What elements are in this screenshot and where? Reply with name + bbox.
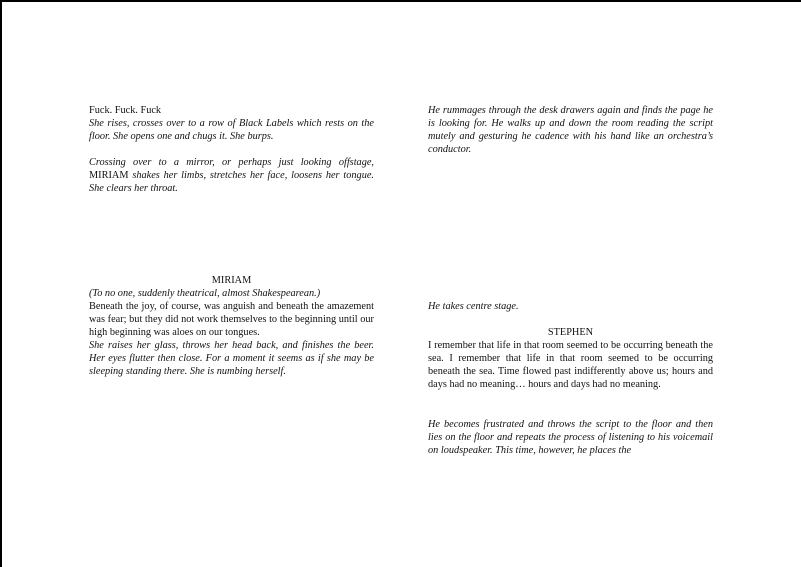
right-block-3 [428,418,713,457]
right-block-2 [428,300,713,391]
stage-direction: He rummages through the desk drawers again and finds the page he is looking for. He walks up and down the room reading the script mutely and gesturing he cadence with his hand like an orchestra’s conductor. [428,105,713,155]
left-block-3 [89,274,374,378]
stage-direction: She rises, crosses over to a row of Black Labels which rests on the floor. She opens one and chugs it. She burps. [89,118,374,142]
stage-direction: She raises her glass, throws her head back, and finishes the beer. Her eyes flutter then close. For a moment it seems as if she may be sleeping standing there. She is numbing herself. [89,340,374,377]
stage-direction: Crossing over to a mirror, or perhaps just looking offstage, [89,157,374,168]
stage-direction: shakes her limbs, stretches her face, loosens her tongue. She clears her throat. [89,170,374,194]
speaker-name: STEPHEN [547,327,594,338]
character-name: MIRIAM [89,170,129,181]
stage-direction: He takes centre stage. [428,301,519,312]
dialogue-line: Fuck. Fuck. Fuck [89,105,162,116]
left-block-2 [89,156,374,195]
right-block-1 [428,104,713,156]
stage-direction: He becomes frustrated and throws the script to the floor and then lies on the floor and repeats the process of listening to his voicemail on loudspeaker. This time, however, he places the [428,419,713,456]
dialogue-text: Beneath the joy, of course, was anguish and beneath the amazement was fear; but they did not work themselves to the beginning until our high beginning was aloes on our tongues. [89,301,374,338]
parenthetical: (To no one, suddenly theatrical, almost Shakespearean.) [89,288,321,299]
speaker-name: MIRIAM [211,275,252,286]
dialogue-text: I remember that life in that room seemed to be occurring beneath the sea. I remember that life in that room seemed to be occurring beneath the sea. Time flowed past indifferently above us; hours and days had no meaning… hours and days had no meaning. [428,340,713,390]
left-block-1 [89,104,374,143]
